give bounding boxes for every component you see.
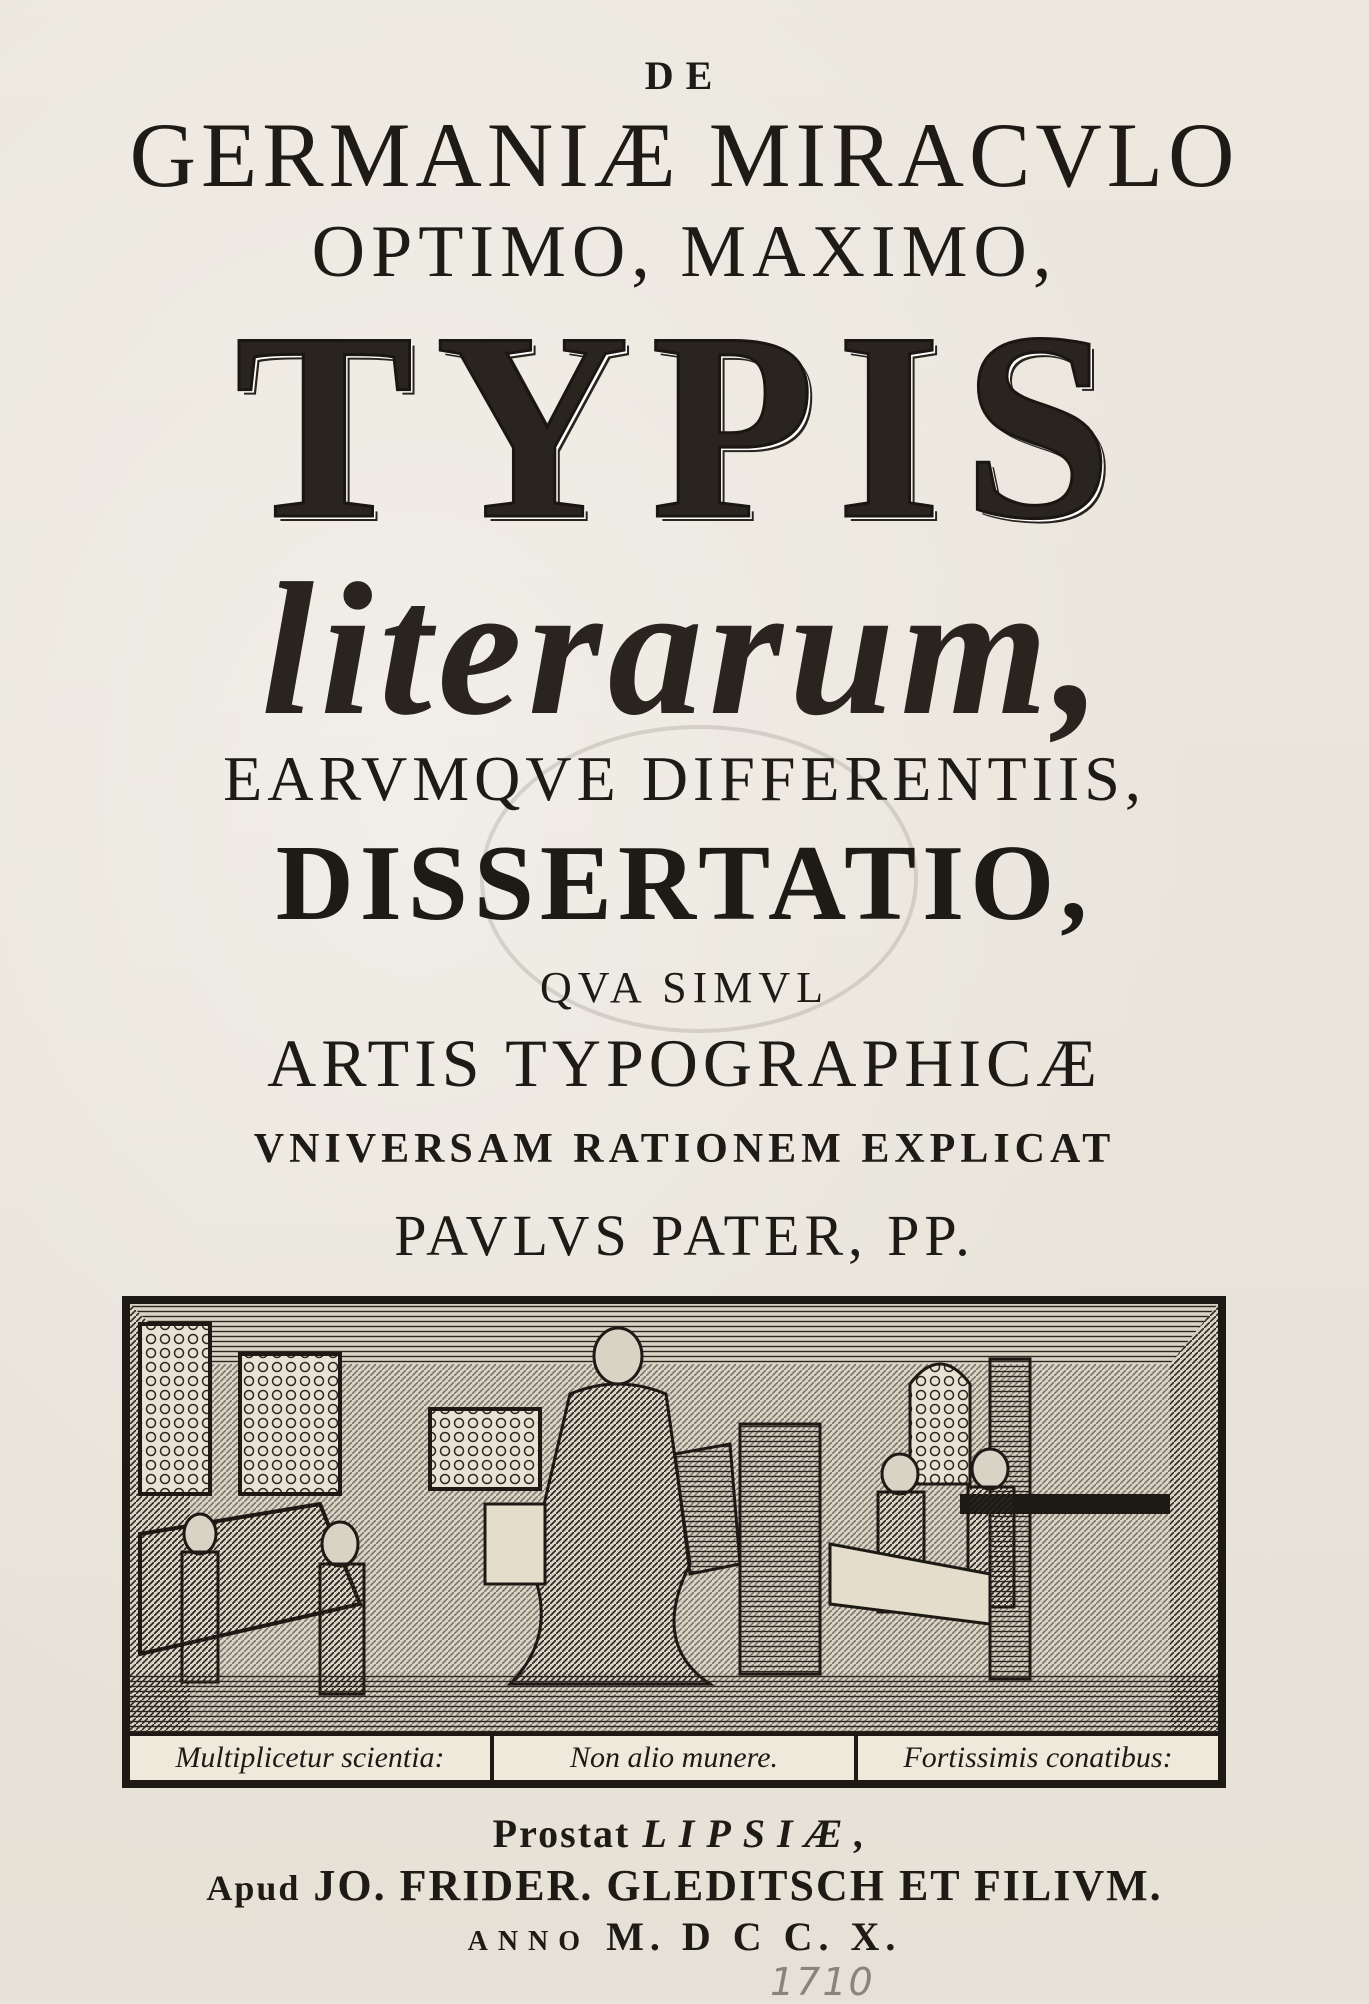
window-left-2 — [240, 1354, 340, 1494]
imprint-year-line — [0, 1913, 1369, 1960]
title-line-artis: ARTIS TYPOGRAPHICÆ — [267, 1025, 1102, 1101]
printing-shop-woodcut — [122, 1296, 1226, 1788]
imprint-anno: ANNO — [467, 1926, 591, 1957]
imprint-apud: Apud — [206, 1868, 301, 1908]
imprint-prostat-line — [0, 1810, 1369, 1857]
allegorical-figure-head — [594, 1328, 642, 1384]
title-line-dissertatio: DISSERTATIO, — [275, 824, 1094, 943]
imprint-year: M. D C C. X. — [606, 1914, 902, 1959]
woodcut-illustration — [130, 1304, 1218, 1736]
window-back — [430, 1409, 540, 1489]
title-line-literarum: literarum, — [261, 545, 1108, 755]
motto-center: Non alio munere. — [490, 1736, 854, 1780]
title-line-typis: TYPIS — [234, 277, 1135, 574]
title-line-optimo: OPTIMO, MAXIMO, — [311, 211, 1058, 293]
imprint-publisher: JO. FRIDER. GLEDITSCH ET FILIVM. — [313, 1861, 1163, 1910]
window-left-1 — [140, 1324, 210, 1494]
pencil-annotation: 1710 — [770, 1960, 875, 2004]
title-line-germaniae: GERMANIÆ MIRACVLO — [129, 104, 1240, 206]
motto-left: Multiplicetur scientia: — [175, 1741, 445, 1774]
book — [485, 1504, 545, 1584]
title-line-earumque: EARVMQVE DIFFERENTIIS, — [223, 743, 1146, 814]
title-line-qua: QVA SIMVL — [539, 963, 830, 1012]
imprint-prostat: Prostat — [492, 1811, 631, 1856]
woodcut-mottos — [130, 1732, 1218, 1780]
imprint-place: LIPSIÆ, — [642, 1811, 877, 1856]
imprint-publisher-line — [0, 1860, 1369, 1911]
motto-right: Fortissimis conatibus: — [854, 1736, 1218, 1780]
author-line: PAVLVS PATER, PP. — [394, 1203, 975, 1268]
title-line-universam: VNIVERSAM RATIONEM EXPLICAT — [253, 1126, 1116, 1172]
title-line-de: DE — [644, 53, 725, 98]
